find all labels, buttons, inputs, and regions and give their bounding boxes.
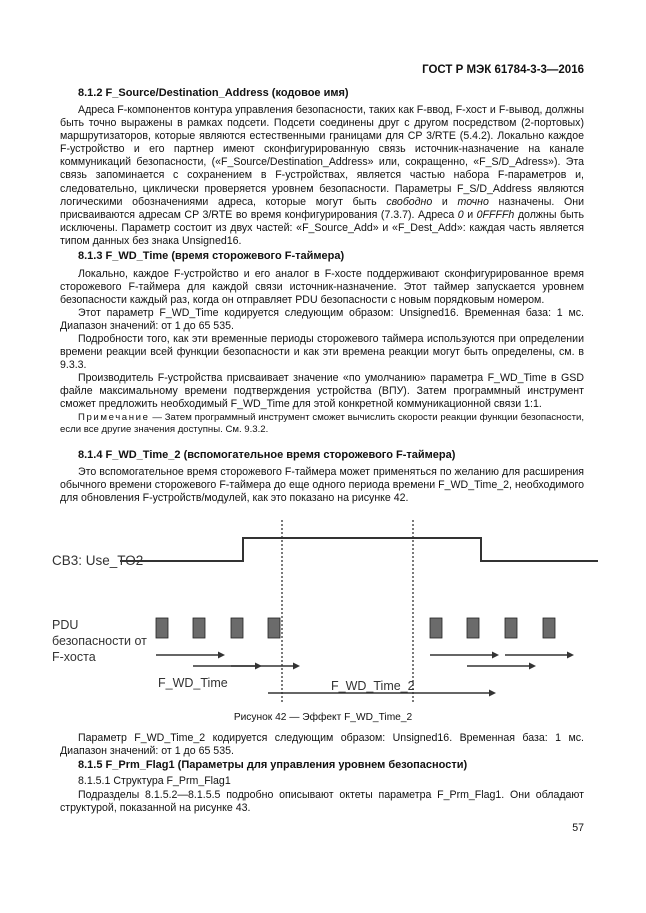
pdu-block	[231, 618, 243, 638]
section-8-1-5-1-heading: 8.1.5.1 Структура F_Prm_Flag1	[78, 775, 231, 787]
section-8-1-4-heading: 8.1.4 F_WD_Time_2 (вспомогательное время сторожевого F-таймера)	[78, 449, 456, 461]
note-label: Примечание	[78, 412, 150, 423]
wd-arrowhead	[293, 663, 300, 670]
pdu-label-line-3: F-хоста	[52, 650, 96, 664]
pdu-label-line-1: PDU	[52, 618, 79, 632]
wd-arrowhead	[567, 652, 574, 659]
wd-arrowhead	[492, 652, 499, 659]
cb3-label: CB3: Use_TO2	[52, 553, 144, 568]
note	[60, 412, 584, 436]
section-8-1-4-paragraph-1: Это вспомогательное время сторожевого F-таймера может применяться по желанию для расширения обычного времени сторожевого F-таймера до еще одного периода времени F_WD_Time_2, необходимого для обновления F-устройств/модулей, как это показано на рисунке 42.	[60, 466, 584, 505]
section-8-1-3-paragraph-2: Этот параметр F_WD_Time кодируется следующим образом: Unsigned16. Временная база: 1 мс. Диапазон значений: от 1 до 65 535.	[60, 307, 584, 333]
section-8-1-3-paragraph-4: Производитель F-устройства присваивает значение «по умолчанию» параметра F_WD_Time в GSD файле максимальному времени подтверждения устройства (ВПУ). Затем программный инструмент сможет предложить необходимый F_WD_Time для этой конкретной коммуникационной связи 1:1.	[60, 372, 584, 411]
pdu-block	[505, 618, 517, 638]
section-8-1-5-heading: 8.1.5 F_Prm_Flag1 (Параметры для управления уровнем безопасности)	[78, 759, 468, 771]
section-8-1-2-heading: 8.1.2 F_Source/Destination_Address (кодовое имя)	[78, 87, 349, 99]
figure-caption: Рисунок 42 — Эффект F_WD_Time_2	[233, 712, 413, 723]
wd-time-label: F_WD_Time	[158, 676, 228, 690]
document-header: ГОСТ Р МЭК 61784-3-3—2016	[422, 64, 584, 76]
pdu-block	[467, 618, 479, 638]
section-8-1-2-paragraph: Адреса F-компонентов контура управления безопасности, таких как F-ввод, F-хост и F-вывод, должны быть точно выражены в рамках подсети. Подсети соединены друг с другом посредством (2-портовых) маршрутизаторов, которые являются естественными границами для CP 3/RTE (5.4.2). Локально каждое F-устройство и его партнер имеют сконфигурированную связь источник-назначение на канале коммуникаций безопасности, («F_Source/Destination_Address» или, сокращенно, «F_S/D_Adress»). Эта связь запоминается с сохранением в F-устройствах, является частью набора F-параметров и, следовательно, циклически проверяется уровнем безопасности. Параметры F_S/D_Address являются логическими обозначениями адреса, которые могут быть свободно и точно назначены. Они присваиваются адресам CP 3/RTE во время конфигурирования (7.3.7). Адреса 0 и 0FFFFh должны быть исключены. Параметр состоит из двух частей: «F_Source_Add» и «F_Dest_Add»: каждая часть является типом данных без знака Unsigned16.	[60, 104, 585, 247]
wd-arrowhead	[218, 652, 225, 659]
page-number: 57	[572, 822, 584, 834]
pdu-label-line-2: безопасности от	[52, 634, 147, 648]
section-8-1-3-heading: 8.1.3 F_WD_Time (время сторожевого F-таймера)	[78, 250, 345, 262]
pdu-block	[156, 618, 168, 638]
pdu-blocks	[156, 618, 555, 638]
section-8-1-5-paragraph: Подразделы 8.1.5.2—8.1.5.5 подробно описывают октеты параметра F_Prm_Flag1. Они обладают структурой, показанной на рисунке 43.	[60, 789, 584, 815]
pdu-block	[193, 618, 205, 638]
pdu-block	[268, 618, 280, 638]
cb3-signal-waveform	[120, 538, 598, 561]
note-text: — Затем программный инструмент сможет вычислить скорости реакции функции безопасности, если все другие значения доступны. См. 9.3.2.	[60, 412, 584, 435]
section-8-1-4-paragraph-2: Параметр F_WD_Time_2 кодируется следующим образом: Unsigned16. Временная база: 1 мс. Диапазон значений: от 1 до 65 535.	[60, 732, 584, 758]
section-8-1-3-paragraph-3: Подробности того, как эти временные периоды сторожевого таймера используются при определении времени реакции всей функции безопасности и как эти времена реакции могут быть определены, см. в 9.3.3.	[60, 333, 584, 372]
pdu-block	[543, 618, 555, 638]
wd2-arrowhead	[489, 690, 496, 697]
pdu-block	[430, 618, 442, 638]
section-8-1-3-paragraph-1: Локально, каждое F-устройство и его аналог в F-хосте поддерживают сконфигурированное время сторожевого F-таймера для каждой связи источник-назначение. Этот таймер запускается уровнем безопасности каждый раз, когда он отправляет PDU безопасности с новым порядковым номером.	[60, 268, 584, 307]
wd-time-2-label: F_WD_Time_2	[331, 679, 415, 693]
wd-arrowhead	[529, 663, 536, 670]
timing-diagram	[0, 514, 646, 714]
